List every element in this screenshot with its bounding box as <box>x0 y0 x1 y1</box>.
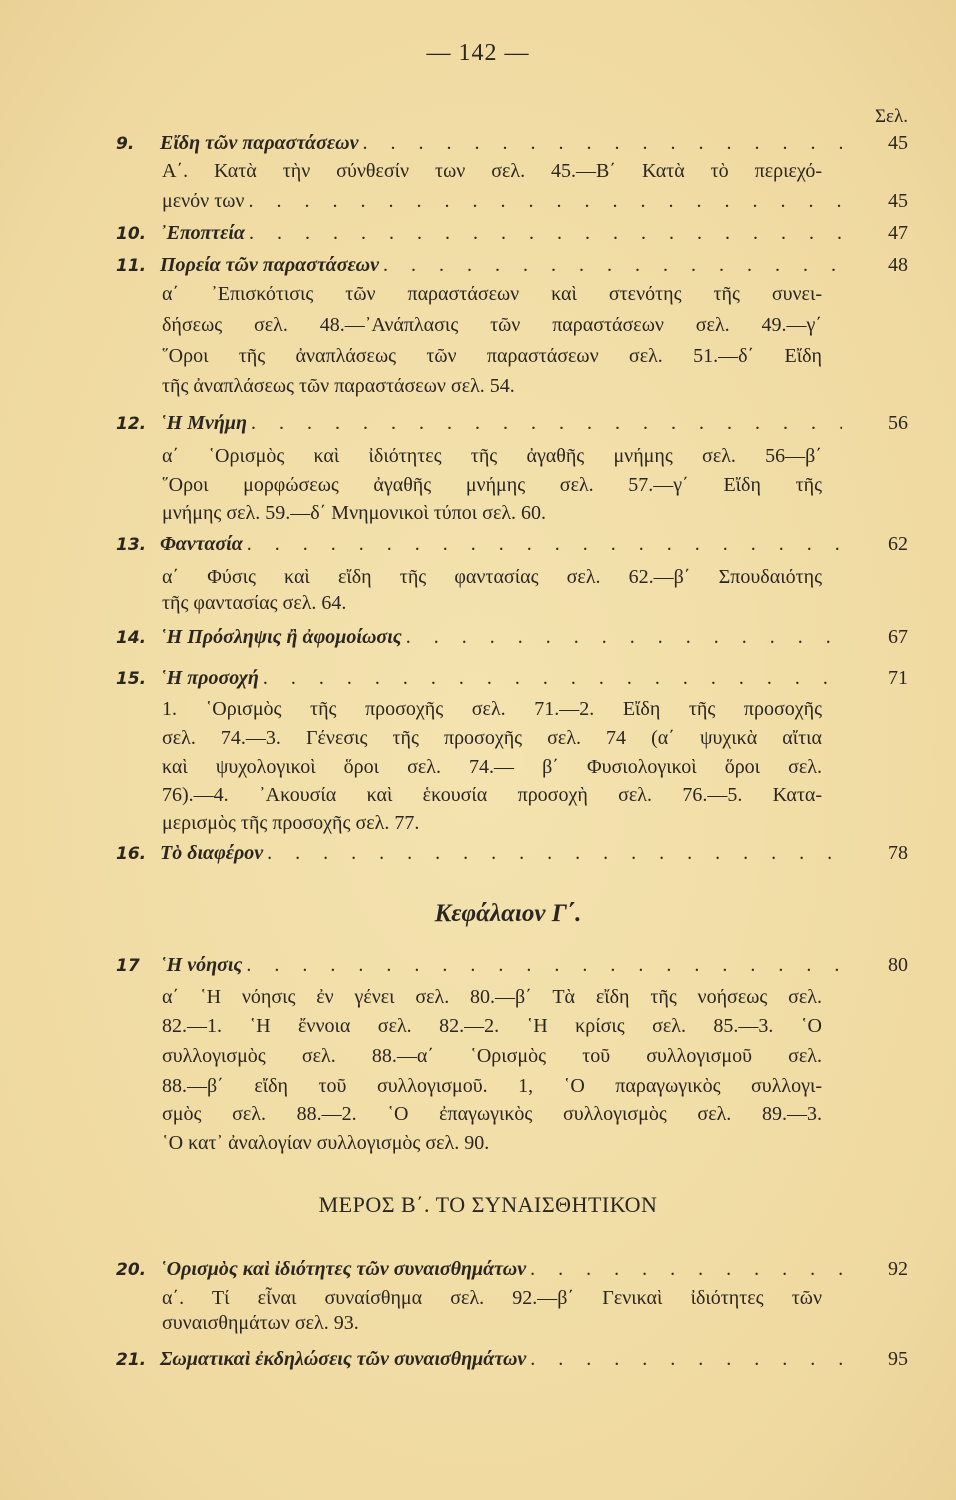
dot-leader <box>251 412 842 435</box>
entry-description: ῞Οροι τῆς ἀναπλάσεως τῶν παραστάσεων σελ. 51.—δ΄ Εἴδη <box>162 345 822 367</box>
entry-page: 47 <box>888 222 908 244</box>
dot-leader <box>263 667 842 690</box>
dot-leader <box>362 132 842 155</box>
dot-leader <box>530 1348 842 1371</box>
entry-description: α΄ ῾Η νόησις ἐν γένει σελ. 80.—β΄ Τὰ εἴδη τῆς νοήσεως σελ. <box>162 986 822 1008</box>
entry-title: Σωματικαὶ ἐκδηλώσεις τῶν συναισθημάτων <box>160 1348 527 1370</box>
chapter-heading: Κεφάλαιον Γ΄. <box>434 900 582 927</box>
entry-description: α΄ Φύσις καὶ εἴδη τῆς φαντασίας σελ. 62.—β΄ Σπουδαιότης <box>162 566 822 588</box>
entry-description: α΄. Τί εἶναι συναίσθημα σελ. 92.—β΄ Γενικαὶ ἰδιότητες τῶν <box>162 1287 822 1309</box>
entry-title: Τὸ διαφέρον <box>160 842 264 864</box>
entry-number: 11. <box>116 256 147 276</box>
entry-description: μνήμης σελ. 59.—δ΄ Μνημονικοὶ τύποι σελ. 60. <box>162 502 547 524</box>
entry-number: 16. <box>116 844 147 864</box>
entry-description: Α΄. Κατὰ τὴν σύνθεσίν των σελ. 45.—Β΄ Κατὰ τὸ περιεχό- <box>162 160 822 182</box>
dot-leader <box>530 1258 842 1281</box>
entry-description: συλλογισμὸς σελ. 88.—α΄ ῾Ορισμὸς τοῦ συλλογισμοῦ σελ. <box>162 1045 822 1067</box>
entry-description: τῆς ἀναπλάσεως τῶν παραστάσεων σελ. 54. <box>162 375 515 397</box>
toc-entry <box>116 1348 908 1376</box>
entry-title: ῾Η προσοχή <box>160 667 259 689</box>
entry-description: ῞Οροι μορφώσεως ἀγαθῆς μνήμης σελ. 57.—γ΄ Εἴδη τῆς <box>162 474 822 496</box>
entry-title: Εἴδη τῶν παραστάσεων <box>160 132 359 154</box>
entry-description: τῆς φαντασίας σελ. 64. <box>162 592 347 614</box>
entry-title: ῾Ορισμὸς καὶ ἰδιότητες τῶν συναισθημάτων <box>160 1258 527 1280</box>
entry-number: 21. <box>116 1350 147 1370</box>
dot-leader <box>247 533 842 556</box>
entry-title: ῾Η νόησις <box>160 954 243 976</box>
toc-entry <box>116 254 908 282</box>
toc-entry <box>116 533 908 561</box>
dot-leader <box>383 254 842 277</box>
toc-entry <box>116 222 908 250</box>
dot-leader <box>267 842 842 865</box>
entry-number: 12. <box>116 414 147 434</box>
entry-page: 45 <box>888 132 908 154</box>
toc-entry <box>116 842 908 870</box>
page-number: — 142 — <box>426 40 530 66</box>
entry-description: 1. ῾Ορισμὸς τῆς προσοχῆς σελ. 71.—2. Εἴδη τῆς προσοχῆς <box>162 698 822 720</box>
entry-page: 56 <box>888 412 908 434</box>
part-heading: ΜΕΡΟΣ Β΄. ΤΟ ΣΥΝΑΙΣΘΗΤΙΚΟΝ <box>318 1192 658 1217</box>
entry-page: 45 <box>888 190 908 212</box>
toc-entry <box>116 667 908 695</box>
entry-title: Πορεία τῶν παραστάσεων <box>160 254 380 276</box>
entry-description: 82.—1. ῾Η ἔννοια σελ. 82.—2. ῾Η κρίσις σελ. 85.—3. ῾Ο <box>162 1015 822 1037</box>
entry-description: καὶ ψυχολογικοὶ ὅροι σελ. 74.— β΄ Φυσιολογικοὶ ὅροι σελ. <box>162 756 822 778</box>
entry-title: μενόν των <box>162 190 245 212</box>
entry-description: σμὸς σελ. 88.—2. ῾Ο ἐπαγωγικὸς συλλογισμὸς σελ. 89.—3. <box>162 1103 822 1125</box>
entry-number: 13. <box>116 535 147 555</box>
dot-leader <box>249 222 842 245</box>
toc-entry <box>116 190 908 218</box>
entry-page: 67 <box>888 626 908 648</box>
entry-description: δήσεως σελ. 48.—᾿Ανάπλασις τῶν παραστάσεων σελ. 49.—γ΄ <box>162 314 822 336</box>
toc-entry <box>116 412 908 440</box>
entry-description: α΄ ᾿Επισκότισις τῶν παραστάσεων καὶ στενότης τῆς συνει- <box>162 283 822 305</box>
entry-description: συναισθημάτων σελ. 93. <box>162 1312 359 1334</box>
page-column-header: Σελ. <box>875 106 908 127</box>
entry-page: 62 <box>888 533 908 555</box>
entry-description: μερισμὸς τῆς προσοχῆς σελ. 77. <box>162 812 420 834</box>
entry-description: ῾Ο κατ᾿ ἀναλογίαν συλλογισμὸς σελ. 90. <box>162 1132 490 1154</box>
entry-title: Φαντασία <box>160 533 243 555</box>
toc-entry <box>116 954 908 982</box>
entry-number: 17 <box>116 956 140 976</box>
entry-number: 15. <box>116 669 147 689</box>
entry-page: 80 <box>888 954 908 976</box>
entry-number: 10. <box>116 224 147 244</box>
entry-description: α΄ ῾Ορισμὸς καὶ ἰδιότητες τῆς ἀγαθῆς μνήμης σελ. 56—β΄ <box>162 445 822 467</box>
toc-entry <box>116 132 908 160</box>
entry-page: 71 <box>888 667 908 689</box>
entry-page: 78 <box>888 842 908 864</box>
dot-leader <box>406 626 842 649</box>
entry-title: ῾Η Πρόσληψις ἢ ἀφομοίωσις <box>160 626 402 648</box>
dot-leader <box>248 190 842 213</box>
entry-page: 92 <box>888 1258 908 1280</box>
entry-title: ᾿Εποπτεία <box>160 222 245 244</box>
entry-number: 14. <box>116 628 147 648</box>
entry-number: 20. <box>116 1260 147 1280</box>
entry-page: 48 <box>888 254 908 276</box>
entry-description: 88.—β΄ εἴδη τοῦ συλλογισμοῦ. 1, ῾Ο παραγωγικὸς συλλογι- <box>162 1075 822 1097</box>
entry-page: 95 <box>888 1348 908 1370</box>
entry-description: 76).—4. ᾿Ακουσία καὶ ἑκουσία προσοχὴ σελ. 76.—5. Κατα- <box>162 784 822 806</box>
entry-description: σελ. 74.—3. Γένεσις τῆς προσοχῆς σελ. 74 (α΄ ψυχικὰ αἴτια <box>162 727 822 749</box>
toc-entry <box>116 1258 908 1286</box>
entry-title: ῾Η Μνήμη <box>160 412 247 434</box>
dot-leader <box>246 954 842 977</box>
toc-entry <box>116 626 908 654</box>
entry-number: 9. <box>116 134 135 154</box>
